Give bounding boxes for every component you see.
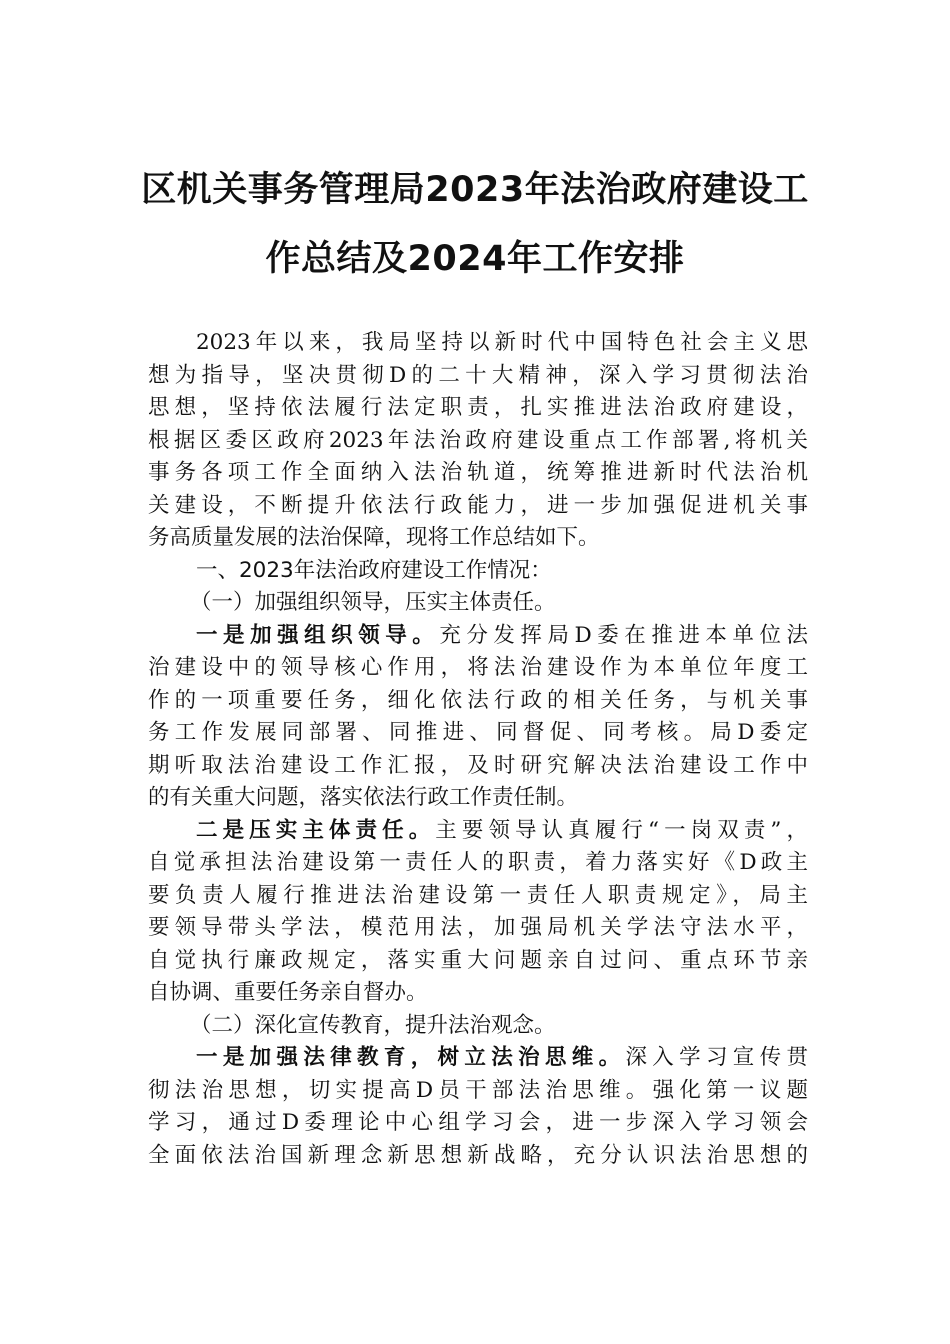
paragraph-2-lead: 二是压实主体责任。 [196,817,436,843]
subsection-heading-1: （一）加强组织领导，压实主体责任。 [190,590,556,615]
intro-line: 根据区委区政府2023年法治政府建设重点工作部署,将机关 [148,427,808,453]
paragraph-1-line: 务工作发展同部署、同推进、同督促、同考核。局D委定 [148,720,808,745]
paragraph-3-first-line [148,1042,808,1075]
paragraph-2-first-line [148,815,808,848]
paragraph-3-lead: 一是加强法律教育，树立法治思维。 [196,1045,626,1070]
paragraph-1-line: 作的一项重要任务，细化依法行政的相关任务，与机关事 [148,687,808,713]
document-title-line-2: 作总结及2024年工作安排 [265,239,685,279]
subsection-heading-2: （二）深化宣传教育，提升法治观念。 [190,1012,556,1038]
paragraph-2-line: 自觉执行廉政规定，落实重大问题亲自过问、重点环节亲 [148,947,808,973]
paragraph-1-line: 期听取法治建设工作汇报，及时研究解决法治建设工作中 [148,752,808,778]
paragraph-3-line: 全面依法治国新理念新思想新战略，充分认识法治思想的 [148,1142,808,1168]
intro-line: 想为指导，坚决贯彻D的二十大精神，深入学习贯彻法治 [148,362,808,388]
intro-line: 事务各项工作全面纳入法治轨道，统筹推进新时代法治机 [148,460,808,485]
paragraph-2-line: 要领导带头学法，模范用法，加强局机关学法守法水平， [148,915,808,940]
intro-line: 务高质量发展的法治保障，现将工作总结如下。 [148,525,600,550]
paragraph-2-line: 自觉承担法治建设第一责任人的职责，着力落实好《D政主 [148,850,808,875]
intro-line: 关建设，不断提升依法行政能力，进一步加强促进机关事 [148,492,808,518]
document-title-line-1: 区机关事务管理局2023年法治政府建设工 [141,170,809,210]
paragraph-3-line: 彻法治思想，切实提高D员干部法治思维。强化第一议题 [148,1077,808,1103]
section-heading-1: 一、2023年法治政府建设工作情况： [196,557,552,583]
paragraph-1-lead: 一是加强组织领导。 [196,622,440,648]
paragraph-1-line: 治建设中的领导核心作用，将法治建设作为本单位年度工 [148,655,808,680]
paragraph-2-first-rest: 主要领导认真履行“一岗双责”， [435,817,808,843]
intro-line: 思想，坚持依法履行法定职责，扎实推进法治政府建设， [148,395,808,420]
paragraph-3-first-rest: 深入学习宣传贯 [625,1045,808,1070]
paragraph-1-first-line [148,620,808,653]
paragraph-1-first-rest: 充分发挥局D委在推进本单位法 [439,622,808,648]
intro-line: 2023年以来，我局坚持以新时代中国特色社会主义思 [196,330,808,355]
document-body [148,327,808,1172]
paragraph-3-line: 学习，通过D委理论中心组学习会，进一步深入学习领会 [148,1110,808,1135]
paragraph-2-line: 自协调、重要任务亲自督办。 [148,980,428,1005]
paragraph-2-line: 要负责人履行推进法治建设第一责任人职责规定》，局主 [148,882,808,908]
paragraph-1-line: 的有关重大问题，落实依法行政工作责任制。 [148,785,579,810]
